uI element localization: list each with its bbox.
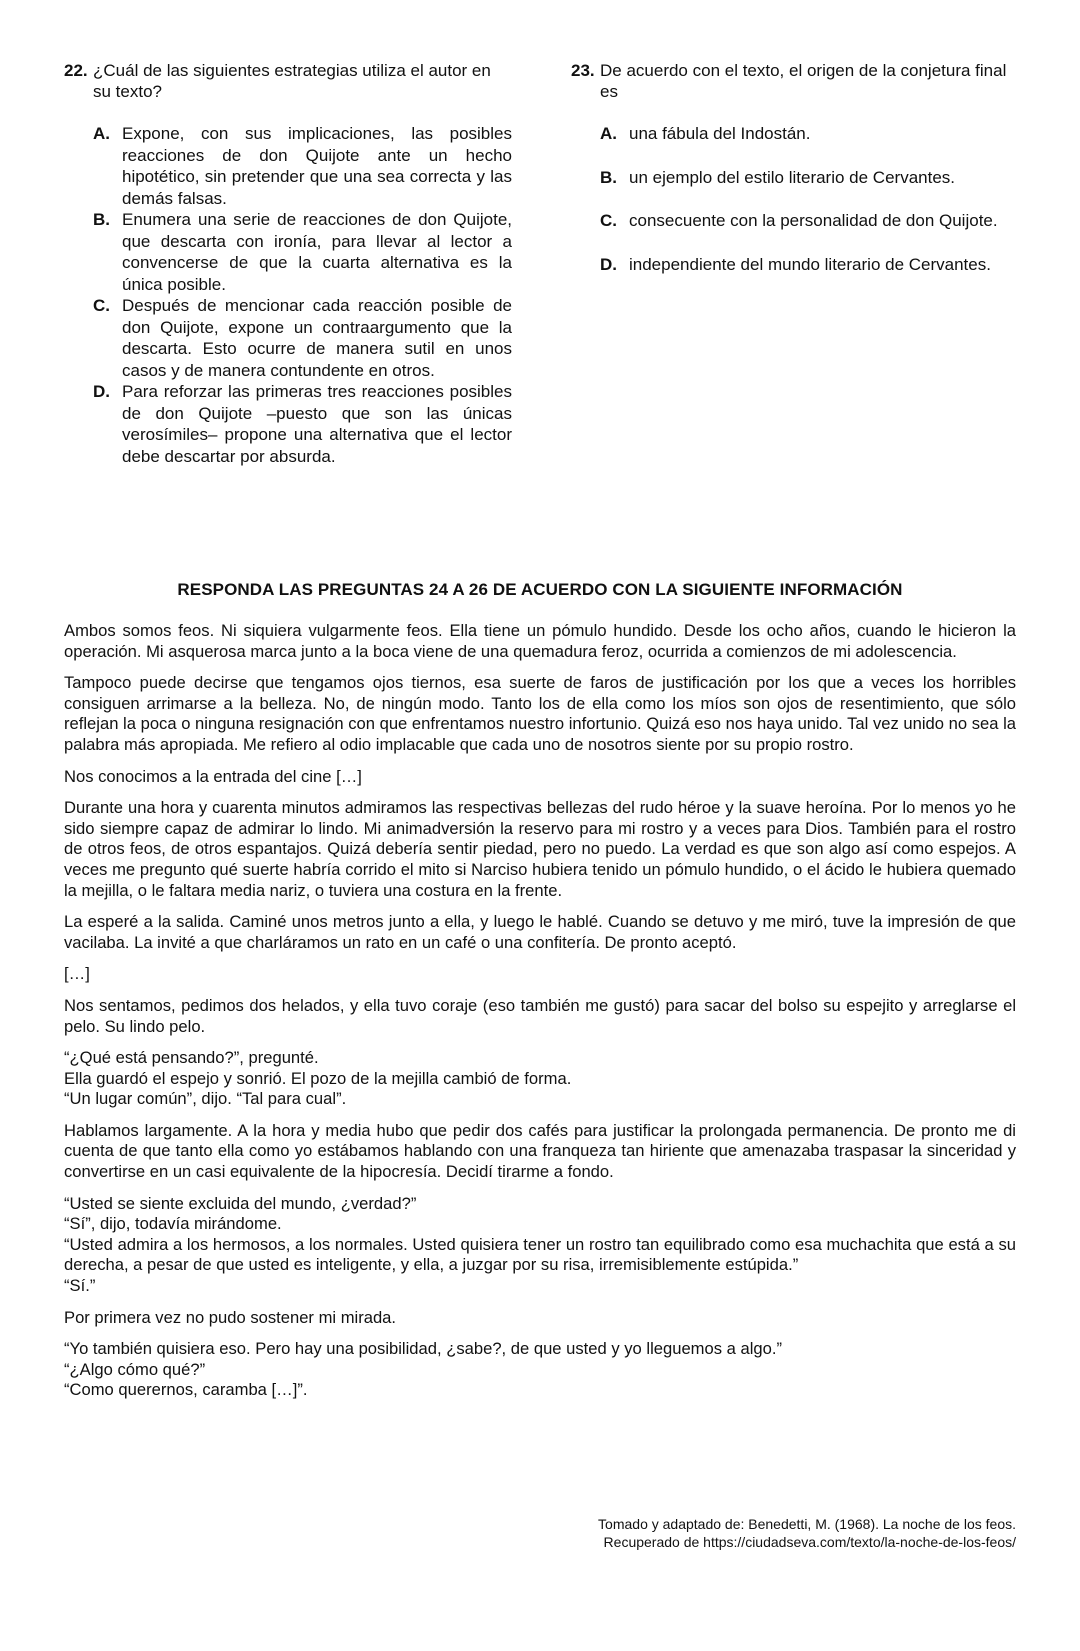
passage-ellipsis: […] bbox=[64, 964, 90, 984]
option-text: Enumera una serie de reacciones de don Quijote, que descarta con ironía, para llevar al lector a convencerse de que la cuarta alternativa es la única posible. bbox=[122, 210, 512, 294]
question-text: ¿Cuál de las siguientes estrategias utiliza el autor en su texto? bbox=[93, 61, 491, 101]
reading-passage bbox=[64, 621, 1016, 1401]
option-a[interactable] bbox=[93, 123, 512, 209]
passage-paragraph: Tampoco puede decirse que tengamos ojos tiernos, esa suerte de faros de justificación por los que a veces los horribles consiguen arrimarse a la belleza. No, de ningún modo. Tanto los de ella como los míos son ojos de resentimiento, que sólo reflejan la poca o ninguna resignación con que enfrentamos nuestro infortunio. Quizá eso nos haya unido. Tal vez unido no sea la palabra más apropiada. Me refiero al odio implacable que cada uno de nosotros siente por su propio rostro. bbox=[64, 673, 1016, 754]
passage-paragraph: Nos sentamos, pedimos dos helados, y ella tuvo coraje (eso también me gustó) para sacar del bolso su espejito y arreglarse el pelo. Su lindo pelo. bbox=[64, 995, 1016, 1036]
question-number: 23. bbox=[571, 61, 595, 80]
answer-options bbox=[93, 123, 512, 467]
option-text: independiente del mundo literario de Cervantes. bbox=[629, 254, 991, 274]
passage-paragraph: Hablamos largamente. A la hora y media hubo que pedir dos cafés para justificar la prolongada permanencia. De pronto me di cuenta de que tanto ella como yo estábamos hablando con una franqueza tan hiriente que amenazaba traspasar la sinceridad y convertirse en un casi equivalente de la hipocresía. Decidí tirarme a fondo. bbox=[64, 1120, 1016, 1182]
option-letter: D. bbox=[600, 254, 617, 274]
option-letter: D. bbox=[93, 382, 110, 401]
dialogue-line: “Sí.” bbox=[64, 1276, 96, 1296]
option-letter: C. bbox=[93, 296, 110, 315]
dialogue-line: “Usted admira a los hermosos, a los normales. Usted quisiera tener un rostro tan equilibrado como esa muchachita que está a su derecha, a pesar de que usted es inteligente, y ella, a juzgar por su risa, irremisiblemente estúpida.” bbox=[64, 1234, 1016, 1275]
option-a[interactable] bbox=[600, 123, 1019, 145]
option-letter: A. bbox=[600, 124, 617, 143]
dialogue-line: “Un lugar común”, dijo. “Tal para cual”. bbox=[64, 1089, 347, 1109]
answer-options bbox=[600, 123, 1019, 275]
question-number: 22. bbox=[64, 61, 88, 80]
dialogue-line: “¿Qué está pensando?”, pregunté. bbox=[64, 1048, 319, 1068]
source-citation bbox=[598, 1515, 1016, 1551]
dialogue-line: “¿Algo cómo qué?” bbox=[64, 1359, 206, 1379]
option-text: Después de mencionar cada reacción posible de don Quijote, expone un contraargumento que la descarta. Esto ocurre de manera sutil en unos casos y de manera contundente en otros. bbox=[122, 296, 512, 380]
question-text: De acuerdo con el texto, el origen de la conjetura final es bbox=[600, 61, 1007, 101]
question-stem bbox=[571, 60, 1019, 102]
question-stem bbox=[64, 60, 512, 102]
option-letter: B. bbox=[600, 167, 617, 187]
dialogue-line: “Yo también quisiera eso. Pero hay una posibilidad, ¿sabe?, de que usted y yo lleguemos a algo.” bbox=[64, 1339, 782, 1359]
passage-paragraph: Durante una hora y cuarenta minutos admiramos las respectivas bellezas del rudo héroe y la suave heroína. Por lo menos yo he sido siempre capaz de admirar lo lindo. Mi animadversión la reservo para mi rostro y a veces para Dios. También para el rostro de otros feos, de otros espantajos. Quizá debería sentir piedad, pero no puedo. La verdad es que son algo así como espejos. A veces me pregunto qué suerte habría corrido el mito si Narciso hubiera tenido un pómulo hundido, o el ácido le hubiera quemado la mejilla, o le faltara media nariz, o tuviera una costura en la frente. bbox=[64, 798, 1016, 900]
dialogue-line: “Usted se siente excluida del mundo, ¿verdad?” bbox=[64, 1193, 417, 1213]
option-text: consecuente con la personalidad de don Quijote. bbox=[629, 211, 998, 230]
option-text: un ejemplo del estilo literario de Cervantes. bbox=[629, 167, 956, 187]
passage-paragraph: Por primera vez no pudo sostener mi mirada. bbox=[64, 1307, 397, 1327]
dialogue-line: Ella guardó el espejo y sonrió. El pozo de la mejilla cambió de forma. bbox=[64, 1068, 572, 1088]
dialogue-line: “Como querernos, caramba […]”. bbox=[64, 1380, 308, 1400]
option-text: una fábula del Indostán. bbox=[629, 124, 811, 143]
citation-url: Recuperado de https://ciudadseva.com/texto/la-noche-de-los-feos/ bbox=[603, 1534, 1016, 1550]
passage-paragraph: La esperé a la salida. Caminé unos metros junto a ella, y luego le hablé. Cuando se detuvo y me miró, tuve la impresión de que vacilaba. La invité a que charláramos un rato en un café o una confitería. De pronto aceptó. bbox=[64, 912, 1016, 952]
dialogue-line: “Sí”, dijo, todavía mirándome. bbox=[64, 1214, 282, 1234]
question-22 bbox=[64, 60, 512, 467]
option-letter: C. bbox=[600, 211, 617, 230]
question-23 bbox=[571, 60, 1019, 297]
option-b[interactable] bbox=[93, 209, 512, 295]
option-d[interactable] bbox=[93, 381, 512, 467]
option-c[interactable] bbox=[93, 295, 512, 381]
option-c[interactable] bbox=[600, 210, 1019, 232]
passage-paragraph: Ambos somos feos. Ni siquiera vulgarmente feos. Ella tiene un pómulo hundido. Desde los ocho años, cuando le hicieron la operación. Mi asquerosa marca junto a la boca viene de una quemadura feroz, ocurrida a comienzos de mi adolescencia. bbox=[64, 621, 1016, 661]
option-text: Para reforzar las primeras tres reacciones posibles de don Quijote –puesto que son las únicas verosímiles– propone una alternativa que el lector debe descartar por absurda. bbox=[122, 382, 512, 466]
section-heading: RESPONDA LAS PREGUNTAS 24 A 26 DE ACUERDO CON LA SIGUIENTE INFORMACIÓN bbox=[177, 580, 903, 599]
option-b[interactable] bbox=[600, 167, 1019, 189]
option-d[interactable] bbox=[600, 254, 1019, 276]
option-letter: B. bbox=[93, 210, 110, 229]
option-letter: A. bbox=[93, 124, 110, 143]
option-text: Expone, con sus implicaciones, las posibles reacciones de don Quijote ante un hecho hipotético, sin pretender que una sea correcta y las demás falsas. bbox=[122, 124, 512, 208]
citation-line: Tomado y adaptado de: Benedetti, M. (1968). La noche de los feos. bbox=[598, 1516, 1016, 1532]
passage-paragraph: Nos conocimos a la entrada del cine […] bbox=[64, 766, 362, 786]
